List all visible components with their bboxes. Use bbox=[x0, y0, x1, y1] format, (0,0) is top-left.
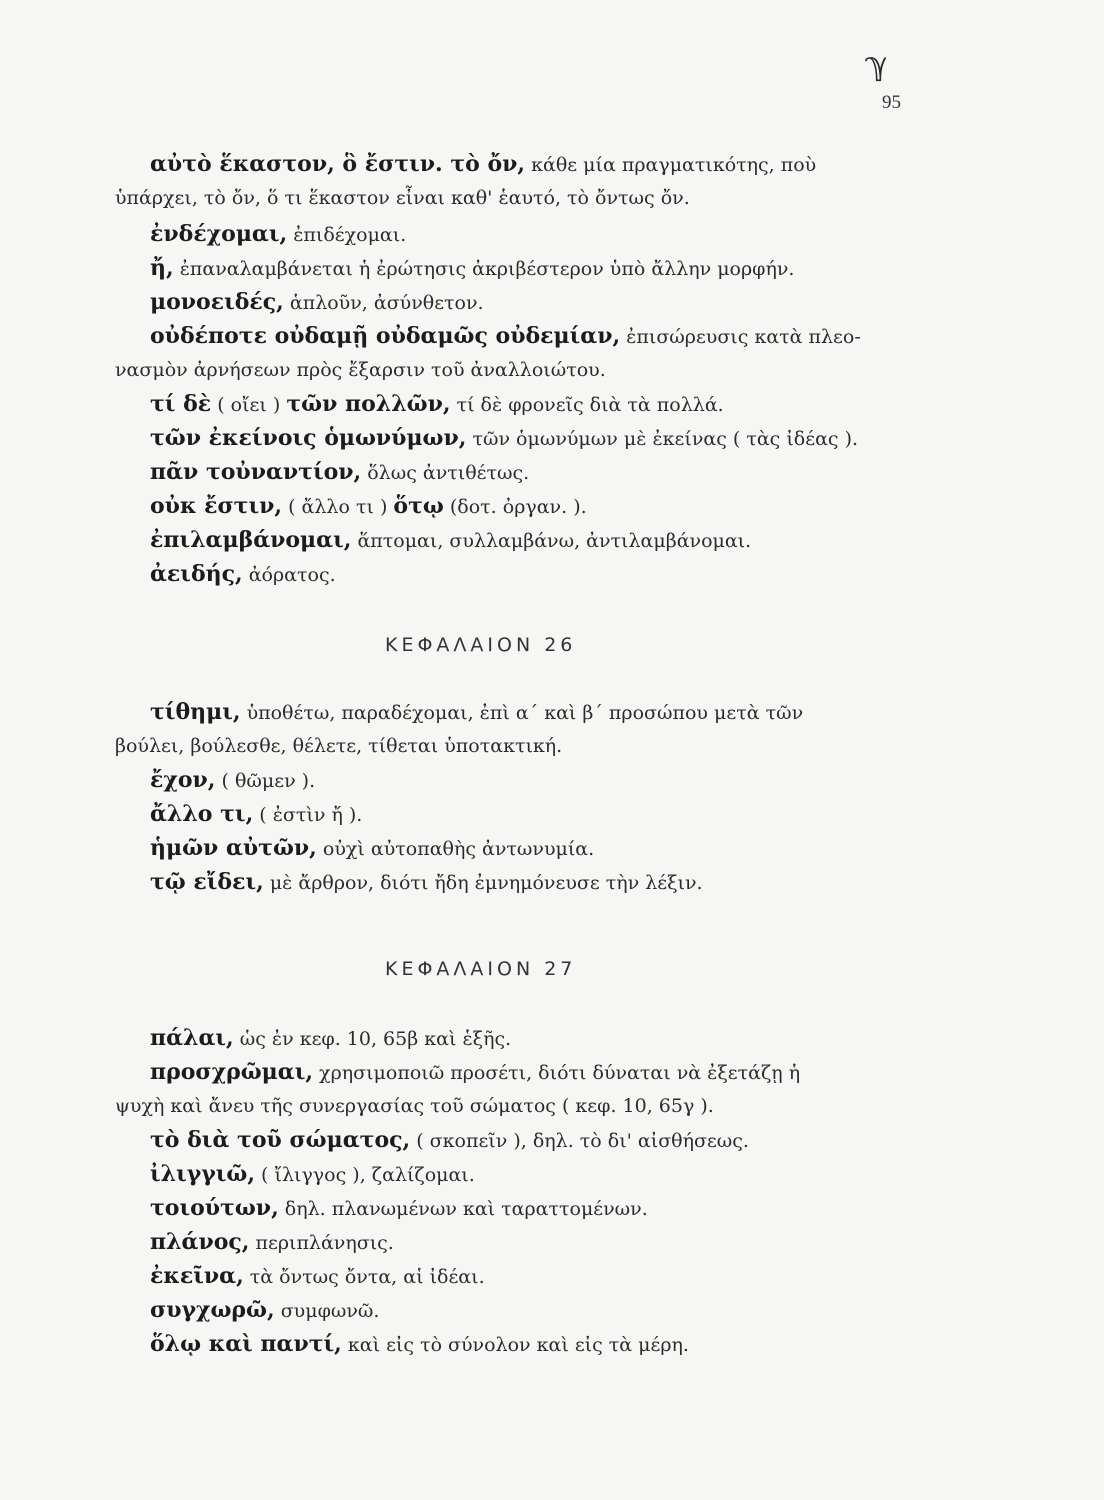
glossary-line: ὅλῳ καὶ παντί, καὶ εἰς τὸ σύνολον καὶ εἰς τὰ μέρη. bbox=[150, 1331, 689, 1357]
glossary-line: πᾶν τοὐναντίον, ὅλως ἀντιθέτως. bbox=[150, 459, 530, 485]
glossary-line: ψυχὴ καὶ ἄνευ τῆς συνεργασίας τοῦ σώματος ( κεφ. 10, 65γ ). bbox=[115, 1095, 714, 1117]
glossary-line: ἐπιλαμβάνομαι, ἅπτομαι, συλλαμβάνω, ἀντιλαμβάνομαι. bbox=[150, 527, 752, 553]
glossary-line: νασμὸν ἀρνήσεων πρὸς ἔξαρσιν τοῦ ἀναλλοιώτου. bbox=[115, 359, 606, 381]
glossary-line: ἐνδέχομαι, ἐπιδέχομαι. bbox=[150, 221, 407, 247]
glossary-line: τοιούτων, δηλ. πλανωμένων καὶ ταραττομένων. bbox=[150, 1195, 648, 1221]
glossary-line: οὐδέποτε οὐδαμῇ οὐδαμῶς οὐδεμίαν, ἐπισώρευσις κατὰ πλεο- bbox=[150, 323, 861, 349]
chapter-heading: ΚΕΦΑΛΑΙΟΝ 26 bbox=[385, 634, 577, 656]
glossary-line: ἰλιγγιῶ, ( ἴλιγγος ), ζαλίζομαι. bbox=[150, 1161, 475, 1187]
glossary-line: τῶν ἐκείνοις ὁμωνύμων, τῶν ὁμωνύμων μὲ ἐκείνας ( τὰς ἰδέας ). bbox=[150, 425, 859, 451]
glossary-line: προσχρῶμαι, χρησιμοποιῶ προσέτι, διότι δύναται νὰ ἐξετάζῃ ἡ bbox=[150, 1059, 801, 1085]
page-number: 95 bbox=[882, 92, 901, 113]
glossary-line: συγχωρῶ, συμφωνῶ. bbox=[150, 1297, 380, 1323]
glossary-line: τῷ εἴδει, μὲ ἄρθρον, διότι ἤδη ἐμνημόνευσε τὴν λέξιν. bbox=[150, 869, 703, 895]
glossary-line: ἤ, ἐπαναλαμβάνεται ἡ ἐρώτησις ἀκριβέστερον ὑπὸ ἄλλην μορφήν. bbox=[150, 255, 795, 281]
glossary-line: ἄλλο τι, ( ἐστὶν ἤ ). bbox=[150, 801, 363, 827]
glossary-line: τί δὲ ( οἴει ) τῶν πολλῶν, τί δὲ φρονεῖς διὰ τὰ πολλά. bbox=[150, 391, 724, 417]
glossary-line: πλάνος, περιπλάνησις. bbox=[150, 1229, 394, 1255]
glossary-line: ἐκεῖνα, τὰ ὄντως ὄντα, αἱ ἰδέαι. bbox=[150, 1263, 485, 1289]
glossary-line: ἀειδής, ἀόρατος. bbox=[150, 561, 336, 587]
page-mark: ℽ bbox=[865, 45, 889, 83]
glossary-line: μονοειδές, ἁπλοῦν, ἀσύνθετον. bbox=[150, 289, 484, 315]
chapter-heading: ΚΕΦΑΛΑΙΟΝ 27 bbox=[385, 958, 577, 980]
glossary-line: οὐκ ἔστιν, ( ἄλλο τι ) ὅτῳ (δοτ. ὀργαν. ). bbox=[150, 493, 587, 519]
glossary-line: ὑπάρχει, τὸ ὄν, ὅ τι ἕκαστον εἶναι καθ' ἑαυτό, τὸ ὄντως ὄν. bbox=[115, 187, 690, 209]
glossary-line: τίθημι, ὑποθέτω, παραδέχομαι, ἐπὶ α΄ καὶ β΄ προσώπου μετὰ τῶν bbox=[150, 699, 804, 725]
glossary-line: βούλει, βούλεσθε, θέλετε, τίθεται ὑποτακτική. bbox=[115, 735, 563, 757]
glossary-line: ἔχον, ( θῶμεν ). bbox=[150, 767, 316, 793]
glossary-line: πάλαι, ὡς ἐν κεφ. 10, 65β καὶ ἑξῆς. bbox=[150, 1025, 512, 1051]
glossary-line: τὸ διὰ τοῦ σώματος, ( σκοπεῖν ), δηλ. τὸ δι' αἰσθήσεως. bbox=[150, 1127, 749, 1153]
glossary-line: ἡμῶν αὐτῶν, οὐχὶ αὐτοπαθὴς ἀντωνυμία. bbox=[150, 835, 595, 861]
glossary-line: αὐτὸ ἕκαστον, ὃ ἔστιν. τὸ ὄν, κάθε μία πραγματικότης, ποὺ bbox=[150, 151, 817, 177]
